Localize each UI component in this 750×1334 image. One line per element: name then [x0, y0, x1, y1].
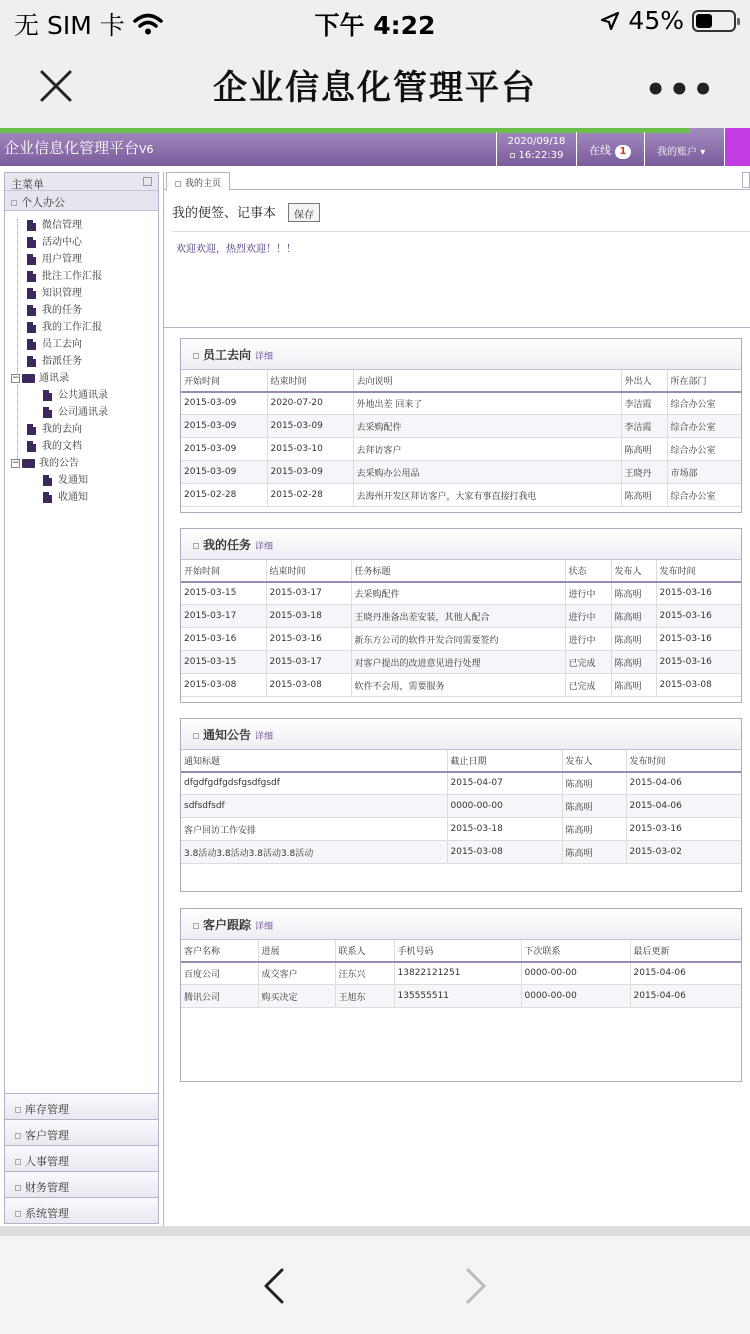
cell: 3.8活动3.8活动3.8活动3.8活动	[181, 841, 447, 864]
document-icon	[27, 288, 36, 299]
cell: 李洁霞	[621, 415, 667, 438]
tab-icon	[175, 181, 181, 187]
cell: 购买决定	[258, 985, 335, 1008]
accordion-label: 系统管理	[25, 1207, 69, 1220]
main-menu-panel	[4, 172, 159, 1224]
header-clock-text: 16:22:39	[518, 150, 564, 161]
menu-folder-label: 通讯录	[39, 373, 69, 384]
cell: 135555511	[394, 985, 521, 1008]
box-title-text: 员工去向	[203, 348, 252, 362]
document-icon	[27, 322, 36, 333]
account-menu[interactable]	[644, 132, 724, 166]
header-date: 2020/09/18	[507, 136, 566, 147]
column-header[interactable]: 客户名称	[181, 940, 258, 962]
document-icon	[43, 492, 52, 503]
customers-table	[181, 939, 741, 1008]
cell: 2015-03-18	[447, 818, 562, 841]
column-header[interactable]: 通知标题	[181, 750, 447, 772]
online-count-badge: 1	[615, 145, 631, 159]
menu-item[interactable]	[5, 285, 158, 302]
column-header[interactable]: 开始时间	[181, 370, 267, 392]
cell: sdfsdfsdf	[181, 795, 447, 818]
cell: 2015-03-16	[266, 628, 351, 651]
tasks-table	[181, 559, 741, 697]
save-button[interactable]: 保存	[288, 203, 320, 222]
cell: dfgdfgdfgdsfgsdfgsdf	[181, 772, 447, 795]
cell: 综合办公室	[667, 484, 741, 507]
document-icon	[27, 339, 36, 350]
collapse-icon[interactable]	[143, 177, 152, 186]
web-content	[0, 128, 750, 1226]
cell: 已完成	[565, 651, 611, 674]
header-side-button[interactable]	[724, 128, 750, 166]
app-version: V6	[139, 143, 154, 156]
menu-item-label: 活动中心	[42, 237, 82, 248]
cell: 腾讯公司	[181, 985, 258, 1008]
menu-item-label: 发通知	[58, 475, 88, 486]
table-row[interactable]	[181, 484, 741, 507]
accordion-system[interactable]	[5, 1197, 158, 1223]
notices-box	[180, 718, 742, 892]
cell: 2015-04-06	[626, 795, 741, 818]
app-header	[0, 128, 750, 166]
section-icon	[15, 1159, 21, 1165]
menu-item-label: 我的去向	[42, 424, 82, 435]
table-row[interactable]	[181, 985, 741, 1008]
cell: 2015-03-16	[656, 582, 741, 605]
cell: 外地出差 回来了	[353, 392, 621, 415]
cell: 2015-03-09	[267, 415, 353, 438]
divider	[172, 231, 750, 232]
menu-item[interactable]	[5, 404, 158, 421]
cell: 陈高明	[611, 605, 656, 628]
column-header[interactable]: 任务标题	[351, 560, 565, 582]
cell: 王晓丹准备出差安装，其他人配合	[351, 605, 565, 628]
menu-item[interactable]	[5, 489, 158, 506]
cell: 2015-04-06	[630, 985, 741, 1008]
online-button[interactable]	[576, 132, 644, 166]
menu-item[interactable]	[5, 302, 158, 319]
cell: 陈高明	[621, 484, 667, 507]
menu-item[interactable]	[5, 472, 158, 489]
table-row[interactable]	[181, 628, 741, 651]
section-icon	[15, 1133, 21, 1139]
cell: 0000-00-00	[521, 962, 630, 985]
cell: 软件不会用，需要服务	[351, 674, 565, 697]
location-arrow-icon	[600, 11, 620, 31]
menu-item-label: 公司通讯录	[58, 407, 108, 418]
column-header[interactable]: 联系人	[335, 940, 394, 962]
cell: 0000-00-00	[521, 985, 630, 1008]
detail-link[interactable]: 详细	[255, 922, 274, 932]
section-icon	[15, 1211, 21, 1217]
menu-item[interactable]	[5, 251, 158, 268]
menu-tree	[5, 211, 158, 506]
cell: 已完成	[565, 674, 611, 697]
clock-icon	[510, 153, 515, 158]
cell: 2015-03-02	[626, 841, 741, 864]
page-bottom-strip	[0, 1226, 750, 1236]
table-header-row	[181, 370, 741, 392]
table-row[interactable]	[181, 651, 741, 674]
menu-item[interactable]	[5, 438, 158, 455]
box-title-text: 我的任务	[203, 538, 252, 552]
memo-textarea[interactable]: 欢迎欢迎，热烈欢迎！！！	[176, 244, 296, 255]
column-header[interactable]: 进展	[258, 940, 335, 962]
cell: 0000-00-00	[447, 795, 562, 818]
box-title	[181, 909, 741, 939]
table-header-row	[181, 750, 741, 772]
menu-folder-contacts[interactable]	[5, 370, 158, 387]
cell: 2015-03-09	[181, 415, 267, 438]
cell: 王旭东	[335, 985, 394, 1008]
box-icon	[193, 543, 199, 549]
accordion-inventory[interactable]	[5, 1093, 158, 1119]
content-panel	[163, 172, 750, 1226]
cell: 2015-03-16	[181, 628, 266, 651]
browser-toolbar	[0, 1236, 750, 1334]
column-header[interactable]: 手机号码	[394, 940, 521, 962]
cell: 去采购办公用品	[353, 461, 621, 484]
document-icon	[27, 237, 36, 248]
app-title	[4, 137, 154, 158]
cell: 2015-02-28	[267, 484, 353, 507]
main-menu-title: 主菜单	[11, 178, 44, 191]
column-header[interactable]: 状态	[565, 560, 611, 582]
cell: 2015-03-15	[181, 582, 266, 605]
cell: 王晓丹	[621, 461, 667, 484]
cell: 汪东兴	[335, 962, 394, 985]
menu-item[interactable]	[5, 421, 158, 438]
customer-tracking-box	[180, 908, 742, 1082]
cell: 去海州开发区拜访客户，大家有事直接打我电	[353, 484, 621, 507]
cell: 2015-03-09	[181, 438, 267, 461]
menu-item[interactable]	[5, 234, 158, 251]
cell: 2015-02-28	[181, 484, 267, 507]
cell: 2020-07-20	[267, 392, 353, 415]
cell: 去采购配件	[351, 582, 565, 605]
battery-group	[600, 6, 736, 35]
memo-panel	[164, 192, 750, 328]
menu-section-label: 个人办公	[21, 196, 65, 209]
cell: 2015-03-16	[656, 651, 741, 674]
carrier-label: 无 SIM 卡	[14, 11, 125, 40]
cell: 2015-04-06	[630, 962, 741, 985]
header-datetime	[496, 132, 576, 166]
status-time: 下午 4:22	[314, 11, 436, 40]
my-tasks-box	[180, 528, 742, 703]
menu-item[interactable]	[5, 387, 158, 404]
menu-item[interactable]	[5, 353, 158, 370]
table-row[interactable]	[181, 461, 741, 484]
cell: 陈高明	[611, 582, 656, 605]
menu-item-label: 批注工作汇报	[42, 271, 102, 282]
tab-bar	[164, 172, 750, 190]
cell: 2015-03-17	[181, 605, 266, 628]
menu-item[interactable]	[5, 268, 158, 285]
box-title	[181, 339, 741, 369]
accordion-hr[interactable]	[5, 1145, 158, 1171]
cell: 陈高明	[562, 818, 626, 841]
document-icon	[43, 390, 52, 401]
menu-item-label: 知识管理	[42, 288, 82, 299]
more-icon[interactable]: •••	[644, 70, 716, 110]
column-header[interactable]: 所在部门	[667, 370, 741, 392]
menu-item-label: 我的文档	[42, 441, 82, 452]
cell: 百度公司	[181, 962, 258, 985]
app-name: 企业信息化管理平台	[4, 139, 140, 157]
section-icon	[15, 1107, 21, 1113]
cell: 新东方公司的软件开发合同需要签约	[351, 628, 565, 651]
cell: 陈高明	[562, 772, 626, 795]
accordion-label: 客户管理	[25, 1129, 69, 1142]
folder-open-icon	[22, 459, 35, 468]
account-label: 我的账户	[657, 147, 697, 158]
document-icon	[27, 441, 36, 452]
document-icon	[27, 424, 36, 435]
column-header[interactable]: 开始时间	[181, 560, 266, 582]
column-header[interactable]: 发布人	[611, 560, 656, 582]
table-row[interactable]	[181, 818, 741, 841]
cell: 李洁霞	[621, 392, 667, 415]
status-bar	[0, 0, 750, 40]
document-icon	[27, 356, 36, 367]
menu-item[interactable]	[5, 336, 158, 353]
table-header-row	[181, 560, 741, 582]
cell: 2015-03-09	[267, 461, 353, 484]
table-row[interactable]	[181, 795, 741, 818]
document-icon	[43, 407, 52, 418]
cell: 去拜访客户	[353, 438, 621, 461]
cell: 综合办公室	[667, 392, 741, 415]
box-title-text: 通知公告	[203, 728, 252, 742]
cell: 2015-03-08	[656, 674, 741, 697]
menu-item-label: 指派任务	[42, 356, 82, 367]
table-header-row	[181, 940, 741, 962]
cell: 2015-03-17	[266, 582, 351, 605]
cell: 2015-03-09	[181, 461, 267, 484]
cell: 2015-03-17	[266, 651, 351, 674]
cell: 综合办公室	[667, 438, 741, 461]
table-row[interactable]	[181, 772, 741, 795]
cell: 2015-03-08	[447, 841, 562, 864]
cell: 陈高明	[562, 795, 626, 818]
cell: 2015-03-08	[266, 674, 351, 697]
menu-folder-label: 我的公告	[39, 458, 79, 469]
cell: 进行中	[565, 605, 611, 628]
column-header[interactable]: 结束时间	[267, 370, 353, 392]
menu-item-label: 公共通讯录	[58, 390, 108, 401]
browser-title: 企业信息化管理平台	[213, 68, 537, 108]
cell: 2015-04-07	[447, 772, 562, 795]
cell: 2015-03-10	[267, 438, 353, 461]
column-header[interactable]: 发布时间	[626, 750, 741, 772]
notices-table	[181, 749, 741, 864]
tab-scroll-button[interactable]	[742, 172, 750, 188]
browser-nav-bar	[0, 40, 750, 128]
collapse-toggle-icon[interactable]: −	[12, 372, 20, 383]
cell: 陈高明	[562, 841, 626, 864]
cell: 进行中	[565, 582, 611, 605]
cell: 市场部	[667, 461, 741, 484]
column-header[interactable]: 外出人	[621, 370, 667, 392]
cell: 2015-03-15	[181, 651, 266, 674]
column-header[interactable]: 发布时间	[656, 560, 741, 582]
cell: 2015-04-06	[626, 772, 741, 795]
cell: 对客户提出的改进意见进行处理	[351, 651, 565, 674]
back-arrow-icon[interactable]	[256, 1266, 292, 1306]
staff-whereabouts-box	[180, 338, 742, 513]
cell: 成交客户	[258, 962, 335, 985]
document-icon	[27, 305, 36, 316]
detail-link[interactable]: 详细	[255, 352, 274, 362]
accordion-finance[interactable]	[5, 1171, 158, 1197]
menu-item-label: 收通知	[58, 492, 88, 503]
cell: 陈高明	[621, 438, 667, 461]
box-title	[181, 529, 741, 559]
column-header[interactable]: 最后更新	[630, 940, 741, 962]
column-header[interactable]: 结束时间	[266, 560, 351, 582]
accordion-customers[interactable]	[5, 1119, 158, 1145]
menu-item-label: 微信管理	[42, 220, 82, 231]
table-row[interactable]	[181, 582, 741, 605]
cell: 2015-03-16	[656, 605, 741, 628]
document-icon	[27, 254, 36, 265]
table-row[interactable]	[181, 392, 741, 415]
collapse-toggle-icon[interactable]: −	[12, 457, 20, 468]
tab-home[interactable]	[166, 172, 230, 191]
cell: 2015-03-09	[181, 392, 267, 415]
table-row[interactable]	[181, 605, 741, 628]
detail-link[interactable]: 详细	[255, 732, 274, 742]
cell: 客户回访工作安排	[181, 818, 447, 841]
box-icon	[193, 733, 199, 739]
table-row[interactable]	[181, 962, 741, 985]
box-icon	[193, 923, 199, 929]
header-clock	[497, 149, 576, 163]
menu-folder-notices[interactable]	[5, 455, 158, 472]
column-header[interactable]: 下次联系	[521, 940, 630, 962]
battery-icon	[692, 10, 736, 32]
cell: 2015-03-16	[656, 628, 741, 651]
cell: 综合办公室	[667, 415, 741, 438]
column-header[interactable]: 截止日期	[447, 750, 562, 772]
column-header[interactable]: 发布人	[562, 750, 626, 772]
online-label: 在线	[589, 144, 611, 157]
caret-down-icon: ▾	[700, 147, 706, 158]
document-icon	[27, 271, 36, 282]
accordion-label: 财务管理	[25, 1181, 69, 1194]
box-icon	[193, 353, 199, 359]
table-row[interactable]	[181, 841, 741, 864]
menu-item-label: 员工去向	[42, 339, 82, 350]
tab-label: 我的主页	[185, 179, 222, 189]
cell: 2015-03-08	[181, 674, 266, 697]
cell: 进行中	[565, 628, 611, 651]
menu-item[interactable]	[5, 217, 158, 234]
cell: 陈高明	[611, 674, 656, 697]
cell: 去采购配件	[353, 415, 621, 438]
detail-link[interactable]: 详细	[255, 542, 274, 552]
box-title-text: 客户跟踪	[203, 918, 252, 932]
cell: 13822121251	[394, 962, 521, 985]
cell: 2015-03-18	[266, 605, 351, 628]
staff-table	[181, 369, 741, 507]
cell: 陈高明	[611, 628, 656, 651]
accordion-label: 库存管理	[25, 1103, 69, 1116]
menu-item-label: 我的工作汇报	[42, 322, 102, 333]
menu-section-personal[interactable]	[5, 191, 158, 211]
document-icon	[27, 220, 36, 231]
main-menu-header	[5, 173, 158, 191]
box-title	[181, 719, 741, 749]
cell: 2015-03-16	[626, 818, 741, 841]
document-icon	[43, 475, 52, 486]
table-row[interactable]	[181, 415, 741, 438]
table-row[interactable]	[181, 674, 741, 697]
section-icon	[11, 200, 17, 206]
menu-accordions	[5, 1093, 158, 1223]
menu-item[interactable]	[5, 319, 158, 336]
column-header[interactable]: 去向说明	[353, 370, 621, 392]
cell: 陈高明	[611, 651, 656, 674]
menu-item-label: 用户管理	[42, 254, 82, 265]
table-row[interactable]	[181, 438, 741, 461]
close-icon[interactable]	[32, 62, 80, 110]
battery-percent: 45%	[628, 6, 684, 35]
accordion-label: 人事管理	[25, 1155, 69, 1168]
folder-open-icon	[22, 374, 35, 383]
forward-arrow-icon[interactable]	[458, 1266, 494, 1306]
section-icon	[15, 1185, 21, 1191]
memo-title: 我的便签、记事本	[172, 206, 277, 221]
menu-item-label: 我的任务	[42, 305, 82, 316]
